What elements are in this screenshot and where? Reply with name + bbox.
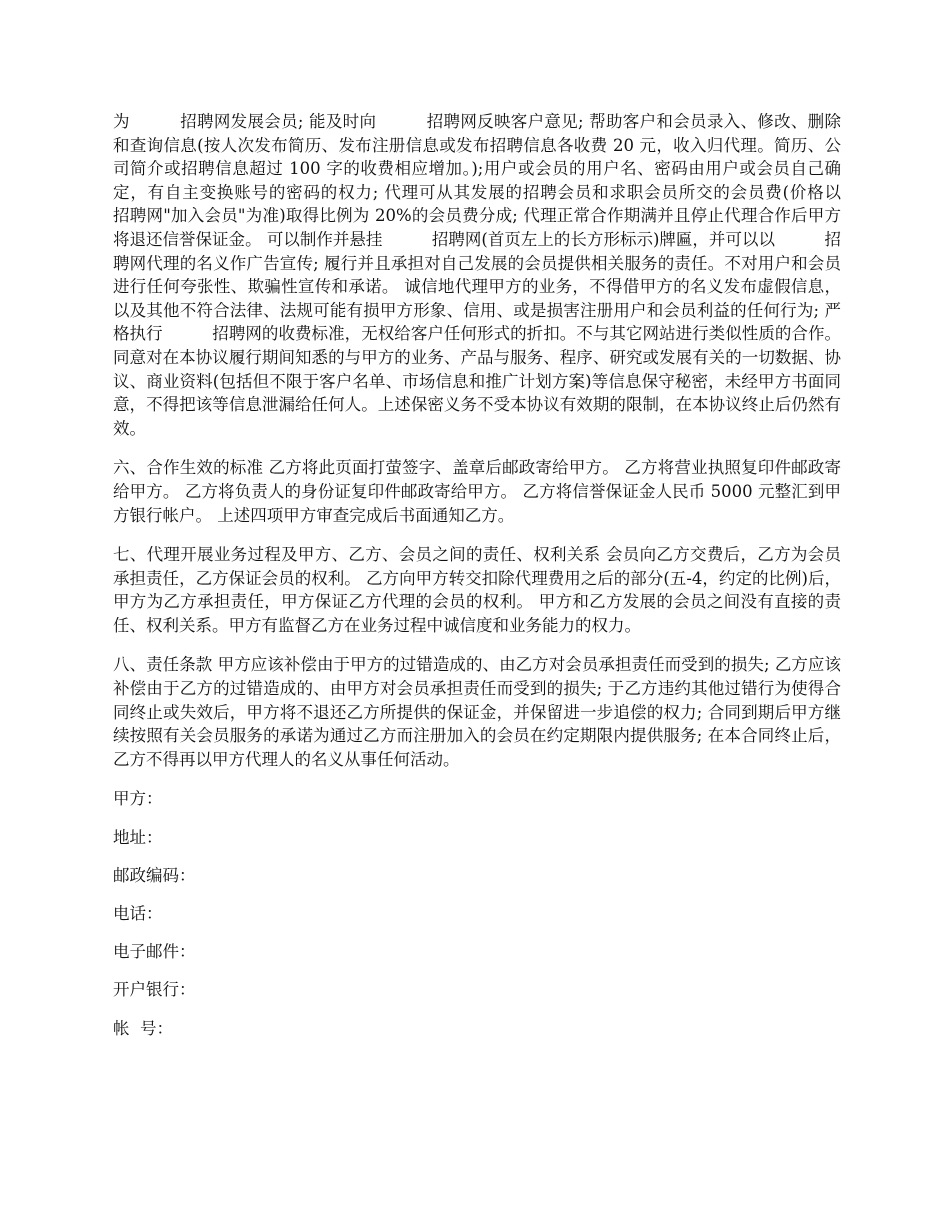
document-page: [113, 110, 891, 1055]
paragraph-section-6-effectiveness: 六、合作生效的标准 乙方将此页面打萤签字、盖章后邮政寄给甲方。 乙方将营业执照复印件邮政寄给甲方。 乙方将负责人的身份证复印件邮政寄给甲方。 乙方将信誉保证金人民币 5000 元整汇到甲方银行帐户。 上述四项甲方审查完成后书面通知乙方。: [113, 458, 841, 525]
paragraph-section-8-liability: 八、责任条款 甲方应该补偿由于甲方的过错造成的、由乙方对会员承担责任而受到的损失; 乙方应该补偿由于乙方的过错造成的、由甲方对会员承担责任而受到的损失; 于乙方违约其他过错行为使得合同终止或失效后，甲方将不退还乙方所提供的保证金，并保留进一步追偿的权力; 合同到期后甲方继续按照有关会员服务的承诺为通过乙方而注册加入的会员在约定期限内提供服务; 在本合同终止后，乙方不得再以甲方代理人的名义从事任何活动。: [113, 655, 841, 769]
field-address: 地址：: [113, 827, 163, 847]
paragraph-section-7-responsibilities: 七、代理开展业务过程及甲方、乙方、会员之间的责任、权利关系 会员向乙方交费后，乙方为会员承担责任，乙方保证会员的权利。 乙方向甲方转交扣除代理费用之后的部分(五-4，约定的比例)后，甲方为乙方承担责任，甲方保证乙方代理的会员的权利。 甲方和乙方发展的会员之间没有直接的责任、权利关系。甲方有监督乙方在业务过程中诚信度和业务能力的权力。: [113, 545, 841, 635]
field-bank: 开户银行：: [113, 980, 196, 1000]
field-account: 帐 号：: [113, 1018, 173, 1038]
field-email: 电子邮件：: [113, 942, 196, 962]
field-party-a: 甲方：: [113, 789, 163, 809]
field-phone: 电话：: [113, 904, 163, 923]
paragraph-agent-obligations: 为 招聘网发展会员; 能及时向 招聘网反映客户意见; 帮助客户和会员录入、修改、删除和查询信息(按人次发布简历、发布注册信息或发布招聘信息各收费 20 元，收入归代理。简历、公司简介或招聘信息超过 100 字的收费相应增加。);用户或会员的用户名、密码由用户或会员自己确定，有自主变换账号的密码的权力; 代理可从其发展的招聘会员和求职会员所交的会员费(价格以 招聘网"加入会员"为准)取得比例为 20%的会员费分成; 代理正常合作期满并且停止代理合作后甲方将退还信誉保证金。 可以制作并悬挂 招聘网(首页左上的长方形标示)牌匾，并可以以 招聘网代理的名义作广告宣传; 履行并且承担对自己发展的会员提供相关服务的责任。不对用户和会员进行任何夸张性、欺骗性宣传和承诺。 诚信地代理甲方的业务，不得借甲方的名义发布虚假信息，以及其他不符合法律、法规可能有损甲方形象、信用、或是损害注册用户和会员利益的任何行为; 严格执行 招聘网的收费标准，无权给客户任何形式的折扣。不与其它网站进行类似性质的合作。 同意对在本协议履行期间知悉的与甲方的业务、产品与服务、程序、研究或发展有关的一切数据、协议、商业资料(包括但不限于客户名单、市场信息和推广计划方案)等信息保守秘密，未经甲方书面同意，不得把该等信息泄漏给任何人。上述保密义务不受本协议有效期的限制，在本协议终止后仍然有效。: [113, 112, 891, 438]
field-postcode: 邮政编码：: [113, 865, 196, 885]
